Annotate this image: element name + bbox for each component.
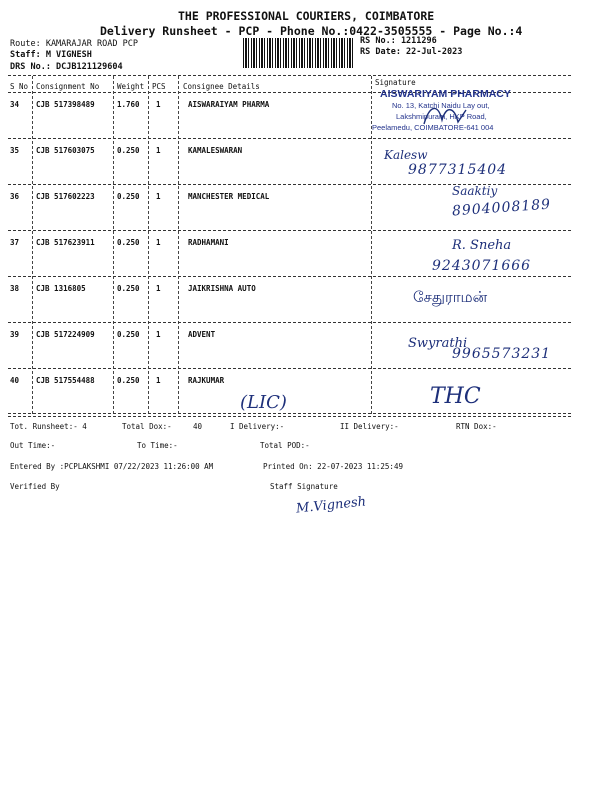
col-consignment: Consignment No <box>36 82 100 91</box>
row-sno: 35 <box>10 146 20 155</box>
row-consignee: MANCHESTER MEDICAL <box>188 192 270 201</box>
row-consignee: KAMALESWARAN <box>188 146 243 155</box>
drs-number: DRS No.: DCJB121129604 <box>10 62 123 72</box>
runsheet-title: Delivery Runsheet - PCP - Phone No.:0422-3505555 - Page No.:4 <box>100 24 523 38</box>
divider-sno <box>32 76 33 414</box>
row-consignment: CJB 517224909 <box>36 330 95 339</box>
rs-date: RS Date: 22-Jul-2023 <box>360 47 463 57</box>
signature-row37-name: R. Sneha <box>452 238 512 253</box>
row-consignment: CJB 517623911 <box>36 238 95 247</box>
row-consignment: CJB 517603075 <box>36 146 95 155</box>
row-rule <box>8 230 571 231</box>
lic-note: (LIC) <box>240 392 287 413</box>
row-consignment: CJB 517554488 <box>36 376 95 385</box>
row-sno: 37 <box>10 238 20 247</box>
entered-by: Entered By :PCPLAKSHMI 07/22/2023 11:26:00 AM <box>10 462 214 471</box>
col-pcs: PCS <box>152 82 166 91</box>
staff-label: Staff: M VIGNESH <box>10 50 92 60</box>
row-sno: 40 <box>10 376 20 385</box>
row-weight: 0.250 <box>117 192 140 201</box>
row-consignee: RAJKUMAR <box>188 376 225 385</box>
table-bottom-rule <box>8 413 571 414</box>
divider-consignment <box>113 76 114 414</box>
staff-signature: M.Vignesh <box>295 494 367 517</box>
stamp-line3: Peelamedu, COIMBATORE-641 004 <box>372 123 494 132</box>
row-pcs: 1 <box>156 284 161 293</box>
row-pcs: 1 <box>156 192 161 201</box>
row-sno: 38 <box>10 284 20 293</box>
row-pcs: 1 <box>156 100 161 109</box>
row-sno: 39 <box>10 330 20 339</box>
rtn-dox: RTN Dox:- <box>456 422 497 431</box>
row-consignee: RADHAMANI <box>188 238 229 247</box>
table-bottom-rule-2 <box>8 416 571 417</box>
row-pcs: 1 <box>156 330 161 339</box>
company-title: THE PROFESSIONAL COURIERS, COIMBATORE <box>178 9 435 23</box>
divider-weight <box>148 76 149 414</box>
stamp-line2: Lakshmipuram, HKP Road, <box>396 112 487 121</box>
row-weight: 0.250 <box>117 146 140 155</box>
route-label: Route: KAMARAJAR ROAD PCP <box>10 39 138 49</box>
row-sno: 34 <box>10 100 20 109</box>
staff-signature-label: Staff Signature <box>270 482 338 491</box>
signature-row37-phone: 9243071666 <box>432 258 532 274</box>
verified-by: Verified By <box>10 482 60 491</box>
row-weight: 0.250 <box>117 330 140 339</box>
total-dox-label: Total Dox:- <box>122 422 172 431</box>
row-pcs: 1 <box>156 376 161 385</box>
total-pod: Total POD:- <box>260 441 310 450</box>
printed-on: Printed On: 22-07-2023 11:25:49 <box>263 462 403 471</box>
signature-row39-phone: 9965573231 <box>452 346 552 362</box>
divider-pcs <box>178 76 179 414</box>
col-sno: S No <box>10 82 29 91</box>
signature-row36-name: Saaktiy <box>452 184 498 198</box>
signature-row40: THC <box>430 384 481 409</box>
row-rule <box>8 322 571 323</box>
row-consignment: CJB 517398489 <box>36 100 95 109</box>
i-delivery: I Delivery:- <box>230 422 285 431</box>
header-top-rule <box>8 75 571 76</box>
to-time: To Time:- <box>137 441 178 450</box>
row-weight: 0.250 <box>117 376 140 385</box>
col-consignee: Consignee Details <box>183 82 260 91</box>
signature-row39-name: Swyrathi <box>408 336 468 351</box>
row-weight: 1.760 <box>117 100 140 109</box>
row-consignment: CJB 517602223 <box>36 192 95 201</box>
row-rule <box>8 368 571 369</box>
out-time: Out Time:- <box>10 441 56 450</box>
row-consignee: AISWARAIYAM PHARMA <box>188 100 270 109</box>
row-pcs: 1 <box>156 146 161 155</box>
row-rule <box>8 138 571 139</box>
total-dox-value: 40 <box>193 422 203 431</box>
signature-row35-name: Kalesw <box>384 148 428 162</box>
row-consignee: ADVENT <box>188 330 216 339</box>
barcode <box>243 38 353 68</box>
col-signature: Signature <box>375 78 416 87</box>
rs-number: RS No.: 1211296 <box>360 36 437 46</box>
tot-runsheet: Tot. Runsheet:- 4 <box>10 422 87 431</box>
stamp-line1: No. 13, Katchi Naidu Lay out, <box>392 101 490 110</box>
row-consignment: CJB 1316805 <box>36 284 86 293</box>
col-weight: Weight <box>117 82 145 91</box>
signature-row36-phone: 8904008189 <box>451 196 552 220</box>
row-sno: 36 <box>10 192 20 201</box>
ii-delivery: II Delivery:- <box>340 422 399 431</box>
stamp-scribble <box>420 100 470 130</box>
signature-row35-phone: 9877315404 <box>408 162 508 178</box>
row-weight: 0.250 <box>117 238 140 247</box>
row-rule <box>8 276 571 277</box>
row-weight: 0.250 <box>117 284 140 293</box>
row-consignee: JAIKRISHNA AUTO <box>188 284 256 293</box>
signature-row38: சேதுராமன் <box>413 288 488 306</box>
stamp-name: AISWARIYAM PHARMACY <box>380 88 511 100</box>
row-pcs: 1 <box>156 238 161 247</box>
